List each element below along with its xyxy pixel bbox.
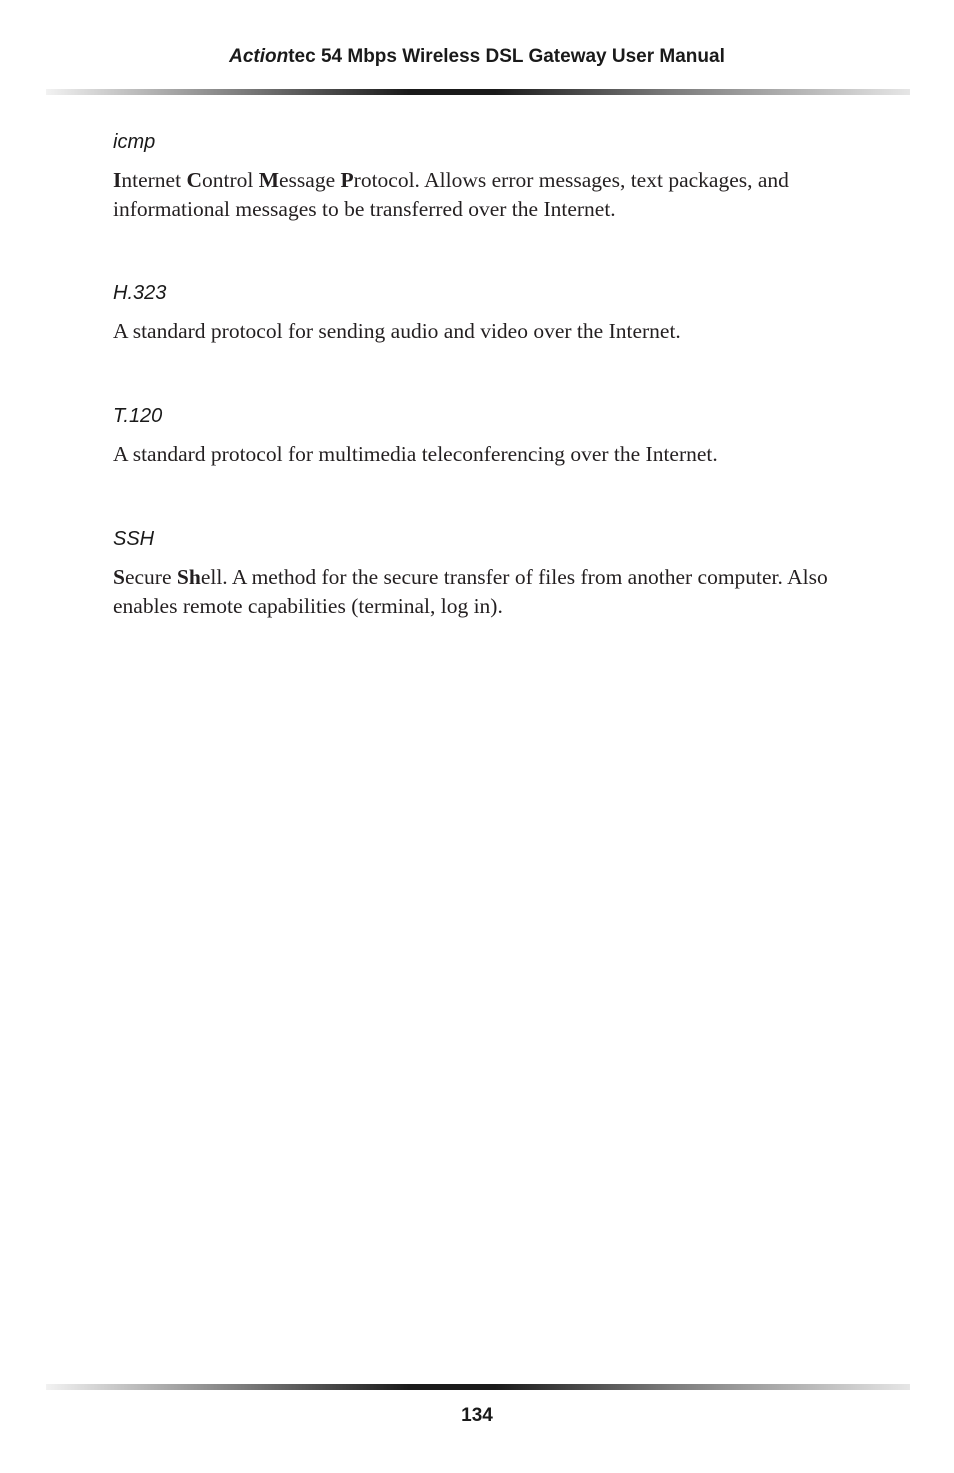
def-emphasis: Sh xyxy=(176,565,201,589)
page-number: 134 xyxy=(461,1405,493,1426)
definition-ssh xyxy=(113,563,873,621)
def-text: ell. A method for the secure transfer of files from another computer. Also enables remote capabilities (terminal, log in). xyxy=(113,565,828,618)
footer-divider xyxy=(46,1384,910,1390)
term-h323: H.323 xyxy=(113,282,167,304)
term-icmp: icmp xyxy=(113,131,156,153)
glossary-entry-icmp xyxy=(113,129,873,224)
definition-icmp xyxy=(113,166,873,224)
term-ssh: SSH xyxy=(113,528,155,550)
def-text: nternet xyxy=(121,168,187,192)
def-emphasis: C xyxy=(186,168,202,192)
header-divider xyxy=(46,89,910,95)
def-text: essage xyxy=(279,168,341,192)
definition-t120: A standard protocol for multimedia teleconferencing over the Internet. xyxy=(113,442,718,466)
term-t120: T.120 xyxy=(113,405,163,427)
def-emphasis: P xyxy=(340,168,354,192)
header-title-rest: tec 54 Mbps Wireless DSL Gateway User Manual xyxy=(288,46,725,67)
header-brand-italic: Action xyxy=(229,46,289,67)
def-emphasis: M xyxy=(258,168,280,192)
def-text: rotocol. Allows error messages, text packages, and informational messages to be transferred over the Internet. xyxy=(113,168,789,221)
glossary-entry-ssh xyxy=(113,526,873,621)
definition-h323: A standard protocol for sending audio and video over the Internet. xyxy=(113,319,681,343)
glossary-entry-h323 xyxy=(113,280,873,346)
def-text: ontrol xyxy=(201,168,259,192)
def-emphasis: S xyxy=(113,565,125,589)
header-title xyxy=(0,46,954,68)
glossary-entry-t120 xyxy=(113,403,873,469)
def-text: ecure xyxy=(124,565,177,589)
def-emphasis: I xyxy=(113,168,122,192)
